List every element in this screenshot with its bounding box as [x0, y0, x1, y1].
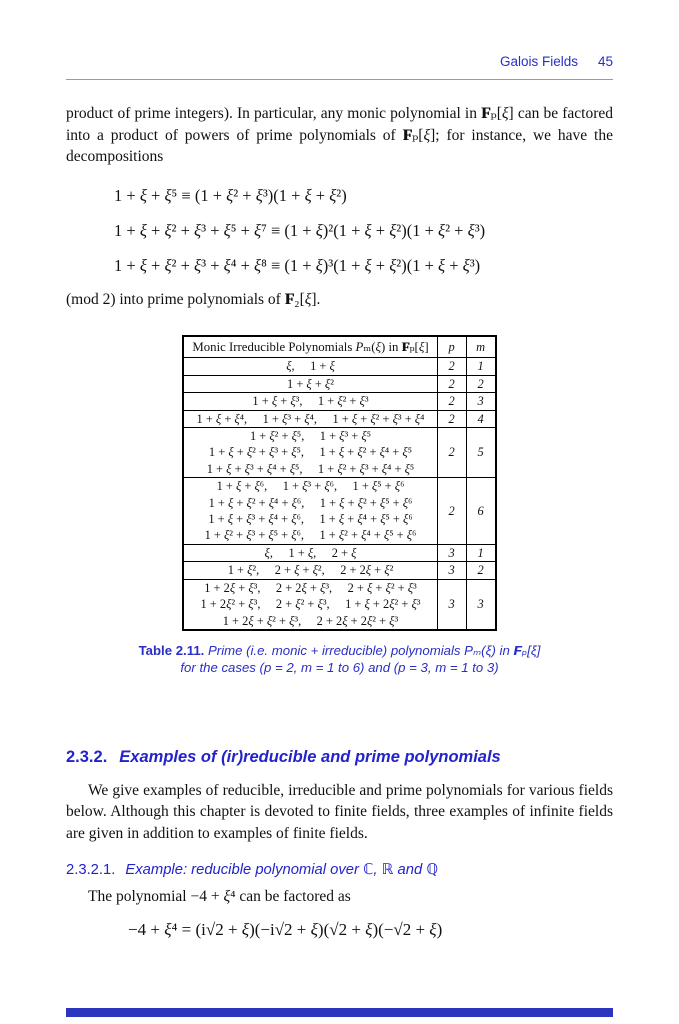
m-cell: 4 [466, 410, 496, 427]
equation-factorization: −4 + ξ⁴ = (i√2 + ξ)(−i√2 + ξ)(√2 + ξ)(−√2 + ξ) [128, 919, 443, 939]
blackboard-F: F [401, 340, 410, 354]
m-cell: 1 [466, 358, 496, 375]
polynomials-cell: ξ, 1 + ξ, 2 + ξ [183, 544, 437, 561]
polynomials-cell: 1 + 2ξ + ξ³, 2 + 2ξ + ξ³, 2 + ξ + ξ² + ξ³ 1 + 2ξ² + ξ³, 2 + ξ² + ξ³, 1 + ξ + 2ξ² + ξ³ 1 + 2ξ + ξ² + ξ³, 2 + 2ξ + 2ξ² + ξ³ [183, 579, 437, 630]
paragraph-intro: product of prime integers). In particular, any monic polynomial in Fₚ[ξ] can be factored into a product of powers of prime polynomials of Fₚ[ξ]; for instance, we have the decompositions [66, 105, 613, 165]
p-cell: 3 [437, 544, 466, 561]
m-cell: 5 [466, 428, 496, 478]
section-heading [66, 748, 613, 767]
p-cell: 2 [437, 358, 466, 375]
subsection-number: 2.3.2.1. [66, 862, 116, 879]
p-cell: 2 [437, 375, 466, 392]
m-cell: 2 [466, 562, 496, 579]
table-caption [66, 642, 613, 676]
running-head [500, 54, 613, 69]
paragraph-mod2: (mod 2) into prime polynomials of F₂[ξ]. [66, 290, 321, 308]
running-head-title: Galois Fields [499, 54, 578, 69]
footer-bar [66, 1008, 613, 1017]
table-row [183, 544, 495, 561]
polynomials-cell: 1 + ξ², 2 + ξ + ξ², 2 + 2ξ + ξ² [183, 562, 437, 579]
table-header-row [183, 336, 495, 358]
table-row [183, 478, 495, 545]
table-header-p: p [437, 336, 466, 358]
p-cell: 2 [437, 393, 466, 410]
polynomials-cell: ξ, 1 + ξ [183, 358, 437, 375]
page-number: 45 [597, 54, 613, 69]
table-caption-line1: Prime (i.e. monic + irreducible) polynomials Pₘ(ξ) in Fₚ[ξ] [208, 642, 541, 658]
p-cell: 2 [437, 478, 466, 545]
table-row [183, 562, 495, 579]
table-wrapper [66, 335, 613, 631]
table-row [183, 358, 495, 375]
polynomials-cell: 1 + ξ² + ξ⁵, 1 + ξ³ + ξ⁵ 1 + ξ + ξ² + ξ³ + ξ⁵, 1 + ξ + ξ² + ξ⁴ + ξ⁵ 1 + ξ + ξ³ + ξ⁴ + ξ⁵, 1 + ξ² + ξ³ + ξ⁴ + ξ⁵ [183, 428, 437, 478]
table-body [183, 358, 495, 630]
blackboard-F: F [284, 290, 295, 308]
equation-line: 1 + ξ + ξ² + ξ³ + ξ⁴ + ξ⁸ ≡ (1 + ξ)³(1 + ξ + ξ²)(1 + ξ + ξ³) [114, 255, 481, 275]
blackboard-F: F [513, 642, 522, 658]
equation-block [114, 184, 613, 278]
equation-line: 1 + ξ + ξ² + ξ³ + ξ⁵ + ξ⁷ ≡ (1 + ξ)²(1 + ξ + ξ²)(1 + ξ² + ξ³) [114, 220, 486, 240]
table-header-m: m [466, 336, 496, 358]
table-row [183, 428, 495, 478]
subsection-heading [66, 861, 613, 878]
blackboard-F: F [402, 126, 413, 144]
polynomials-cell: 1 + ξ + ξ³, 1 + ξ² + ξ³ [183, 393, 437, 410]
polynomials-cell: 1 + ξ + ξ⁴, 1 + ξ³ + ξ⁴, 1 + ξ + ξ² + ξ³ + ξ⁴ [183, 410, 437, 427]
m-cell: 2 [466, 375, 496, 392]
p-cell: 3 [437, 579, 466, 630]
table-row [183, 375, 495, 392]
m-cell: 3 [466, 393, 496, 410]
table-head [183, 336, 495, 358]
blackboard-F: F [481, 105, 491, 122]
table-header-polynomials: Monic Irreducible Polynomials Pₘ(ξ) in Fₚ[ξ] [183, 336, 437, 358]
table-caption-line2: for the cases (p = 2, m = 1 to 6) and (p = 3, m = 1 to 3) [180, 659, 499, 675]
table-row [183, 579, 495, 630]
m-cell: 1 [466, 544, 496, 561]
p-cell: 3 [437, 562, 466, 579]
table-row [183, 393, 495, 410]
subsection-title: Example: reducible polynomial over ℂ, ℝ and ℚ [125, 862, 438, 879]
table-row [183, 410, 495, 427]
equation-line: 1 + ξ + ξ⁵ ≡ (1 + ξ² + ξ³)(1 + ξ + ξ²) [114, 185, 347, 205]
m-cell: 3 [466, 579, 496, 630]
table-caption-label: Table 2.11. [138, 642, 205, 658]
irreducible-polynomials-table [182, 335, 496, 631]
paragraph-factored: The polynomial −4 + ξ⁴ can be factored as [88, 888, 351, 906]
section-title: Examples of (ir)reducible and prime polynomials [119, 747, 501, 766]
polynomials-cell: 1 + ξ + ξ² [183, 375, 437, 392]
polynomials-cell: 1 + ξ + ξ⁶, 1 + ξ³ + ξ⁶, 1 + ξ⁵ + ξ⁶ 1 + ξ + ξ² + ξ⁴ + ξ⁶, 1 + ξ + ξ² + ξ⁵ + ξ⁶ 1 + ξ + ξ³ + ξ⁴ + ξ⁶, 1 + ξ + ξ⁴ + ξ⁵ + ξ⁶ 1 + ξ² + ξ³ + ξ⁵ + ξ⁶, 1 + ξ² + ξ⁴ + ξ⁵ + ξ⁶ [183, 478, 437, 545]
paragraph-examples: We give examples of reducible, irreducible and prime polynomials for various fields below. Although this chapter is devoted to finite fields, three examples of infinite fields are given in addition to examples of finite fields. [66, 781, 613, 842]
p-cell: 2 [437, 428, 466, 478]
m-cell: 6 [466, 478, 496, 545]
section-number: 2.3.2. [66, 747, 108, 766]
p-cell: 2 [437, 410, 466, 427]
header-rule [66, 79, 613, 80]
